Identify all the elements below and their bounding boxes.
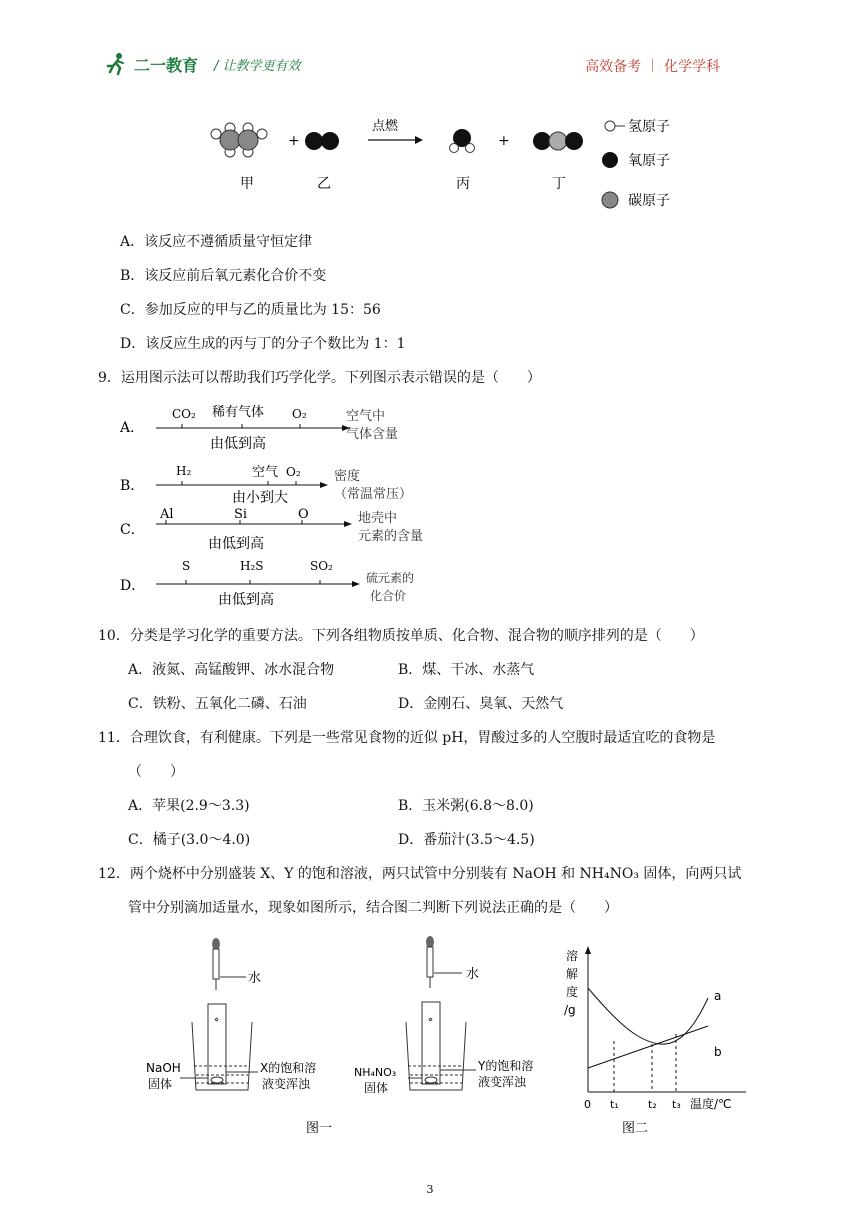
figure-two [560,946,750,1136]
beaker-right-icon [406,1002,466,1090]
label-jia: 甲 [240,176,254,192]
q8-option-c: C．参加反应的甲与乙的质量比为 15：56 [120,302,381,318]
q9-a-right-2: 气体含量 [346,427,399,442]
fig1-y-solution-2: 液变浑浊 [478,1075,527,1089]
fig2-ylabel-1: 溶 [566,949,579,963]
q9-b-tick-1: H₂ [176,464,192,478]
q11-option-a: A．苹果(2.9～3.3) [128,798,250,814]
q9-stem: 9．运用图示法可以帮助我们巧学化学。下列图示表示错误的是（ ） [98,370,541,386]
q12-stem-2: 管中分别滴加适量水，现象如图所示，结合图二判断下列说法正确的是（ ） [128,900,618,916]
q9-d-right-2: 化合价 [370,589,407,603]
svg-text:⋄: ⋄ [428,1015,434,1024]
q10-option-a: A．液氮、高锰酸钾、冰水混合物 [128,662,335,678]
svg-text:⋄: ⋄ [214,1015,220,1024]
q9-b-under: 由小到大 [232,490,288,506]
q11-option-d: D．番茄汁(3.5～4.5) [398,832,535,848]
label-yi: 乙 [317,176,331,192]
q9-c-right-2: 元素的含量 [358,529,424,544]
q9-a-tick-3: O₂ [292,407,307,421]
beaker-left-icon [192,1004,252,1090]
q9-d-letter: D． [120,578,146,594]
q9-c-letter: C． [120,522,145,538]
q9-axes [120,398,450,613]
q8-option-b: B．该反应前后氧元素化合价不变 [120,268,327,284]
fig1-x-solution-2: 液变浑浊 [262,1077,311,1091]
q9-a-tick-1: CO₂ [172,407,196,421]
q11-option-c: C．橘子(3.0～4.0) [128,832,251,848]
q9-c-tick-2: Si [234,507,248,522]
fig2-caption: 图二 [622,1121,649,1136]
q9-d-right-1: 硫元素的 [366,571,415,585]
fig2-xtick-t3: t₃ [672,1098,681,1111]
dropper-right-icon [426,936,434,988]
q9-b-right-2: （常温常压） [334,487,413,502]
molecule-jia [211,123,267,157]
molecule-yi [305,132,339,150]
q10-option-d: D．金刚石、臭氧、天然气 [398,696,564,712]
legend-carbon: 碳原子 [628,193,670,209]
runner-logo-icon [104,52,128,76]
fig1-caption: 图一 [306,1121,333,1136]
q11-stem-1: 11．合理饮食，有利健康。下列是一些常见食物的近似 pH，胃酸过多的人空腹时最适宜吃的食物是 [98,730,716,746]
q9-b-letter: B． [120,478,145,494]
fig1-water-right: 水 [466,967,480,982]
q9-b-right-1: 密度 [334,469,361,484]
q9-d-tick-2: H₂S [240,559,264,573]
fig1-nh4no3: NH₄NO₃ [354,1066,397,1079]
q8-option-a: A．该反应不遵循质量守恒定律 [120,234,313,250]
logo-text: 二一教育 [134,55,199,75]
q9-a-right-1: 空气中 [346,409,386,424]
q9-c-tick-3: O [298,507,309,522]
fig1-solid-right: 固体 [364,1081,389,1095]
fig2-xlabel: 温度/℃ [690,1097,732,1111]
arrow-label: 点燃 [372,119,399,134]
fig2-ylabel-2: 解 [566,967,579,981]
q8-option-d: D．该反应生成的丙与丁的分子个数比为 1：1 [120,336,406,352]
header-logo [104,52,301,76]
fig1-x-solution-1: X的饱和溶 [260,1061,317,1075]
curve-a [588,988,708,1044]
fig1-y-solution-1: Y的饱和溶 [478,1059,534,1073]
q9-a-letter: A． [120,420,145,436]
page-number: 3 [426,1183,434,1196]
q9-b-tick-3: O₂ [286,465,301,479]
label-ding: 丁 [552,176,566,192]
q11-option-b: B．玉米粥(6.8～8.0) [398,798,534,814]
label-bing: 丙 [456,176,470,192]
figure-one [140,930,560,1140]
q9-d-tick-1: S [182,559,191,573]
fig2-label-b: b [714,1045,722,1059]
q10-option-c: C．铁粉、五氧化二磷、石油 [128,696,307,712]
q9-d-under: 由低到高 [218,592,274,608]
q9-a-under: 由低到高 [210,436,266,452]
dropper-left-icon [212,938,220,990]
legend-hydrogen: 氢原子 [628,119,670,135]
slogan: / 让教学更有效 [214,58,301,74]
q9-c-right-1: 地壳中 [358,511,398,526]
plus-1: + [288,133,300,149]
q9-a-tick-2: 稀有气体 [212,405,265,420]
q9-d-tick-3: SO₂ [310,559,333,573]
fig2-xtick-0: 0 [584,1098,591,1111]
q10-option-b: B．煤、干冰、水蒸气 [398,662,535,678]
q9-c-under: 由低到高 [208,536,264,552]
fig1-naoh: NaOH [146,1061,181,1075]
fig2-ylabel-4: /g [564,1003,576,1017]
molecule-bing [450,129,475,153]
q9-c-tick-1: Al [160,507,174,522]
fig1-water-left: 水 [248,971,262,986]
header-subject: 高效备考 ｜ 化学学科 [585,59,720,75]
q12-stem-1: 12．两个烧杯中分别盛装 X、Y 的饱和溶液，两只试管中分别装有 NaOH 和 NH₄NO₃ 固体，向两只试 [98,866,742,882]
molecule-ding [533,132,583,150]
reaction-diagram [200,112,700,222]
q9-b-tick-2: 空气 [252,465,279,480]
fig2-ylabel-3: 度 [566,985,579,999]
curve-b [588,1026,708,1068]
fig1-solid-left: 固体 [148,1077,173,1091]
legend-oxygen: 氧原子 [628,153,670,169]
q11-stem-2: （ ） [128,764,184,780]
fig2-xtick-t1: t₁ [610,1098,619,1111]
fig2-xtick-t2: t₂ [648,1098,657,1111]
fig2-label-a: a [714,989,722,1003]
plus-2: + [498,133,510,149]
q10-stem: 10．分类是学习化学的重要方法。下列各组物质按单质、化合物、混合物的顺序排列的是（ ） [98,628,704,644]
